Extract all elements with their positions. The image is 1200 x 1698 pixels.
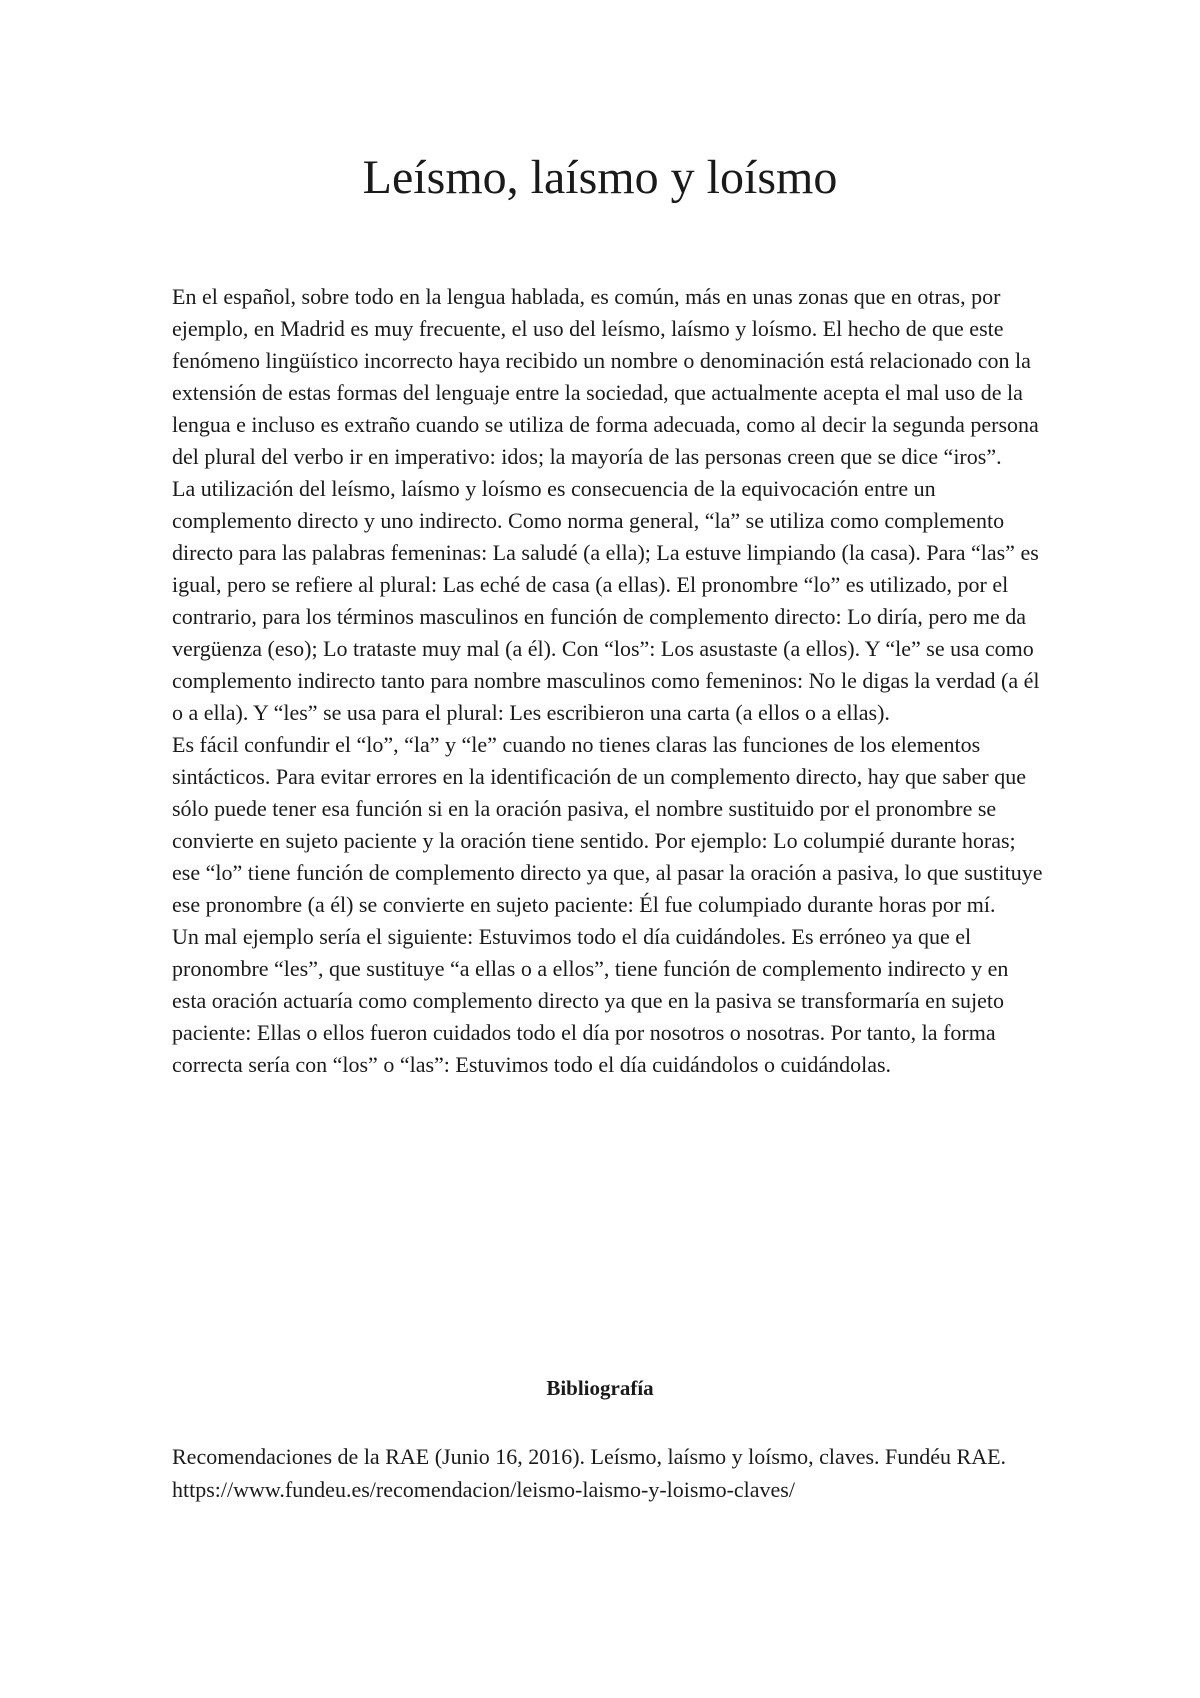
paragraph-2: La utilización del leísmo, laísmo y loísmo es consecuencia de la equivocación entre un complemento directo y uno indirecto. Como norma general, “la” se utiliza como complemento directo para las palabras femeninas: La saludé (a ella); La estuve limpiando (la casa). Para “las” es igual, pero se refiere al plural: Las eché de casa (a ellas). El pronombre “lo” es utilizado, por el contrario, para los términos masculinos en función de complemento directo: Lo diría, pero me da vergüenza (eso); Lo trataste muy mal (a él). Con “los”: Los asustaste (a ellos). Y “le” se usa como complemento indirecto tanto para nombre masculinos como femeninos: No le digas la verdad (a él o a ella). Y “les” se usa para el plural: Les escribieron una carta (a ellos o a ellas). [172,476,1040,725]
page-title: Leísmo, laísmo y loísmo [362,151,838,204]
bibliography-link[interactable]: https://www.fundeu.es/recomendacion/leismo-laismo-y-loismo-claves/ [172,1477,795,1502]
paragraph-4: Un mal ejemplo sería el siguiente: Estuvimos todo el día cuidándoles. Es erróneo ya que el pronombre “les”, que sustituye “a ellas o a ellos”, tiene función de complemento indirecto y en esta oración actuaría como complemento directo ya que en la pasiva se transformaría en sujeto paciente: Ellas o ellos fueron cuidados todo el día por nosotros o nosotras. Por tanto, la forma correcta sería con “los” o “las”: Estuvimos todo el día cuidándolos o cuidándolas. [172,924,1009,1077]
paragraph-1: En el español, sobre todo en la lengua hablada, es común, más en unas zonas que en otras, por ejemplo, en Madrid es muy frecuente, el uso del leísmo, laísmo y loísmo. El hecho de que este fenómeno lingüístico incorrecto haya recibido un nombre o denominación está relacionado con la extensión de estas formas del lenguaje entre la sociedad, que actualmente acepta el mal uso de la lengua e incluso es extraño cuando se utiliza de forma adecuada, como al decir la segunda persona del plural del verbo ir en imperativo: idos; la mayoría de las personas creen que se dice “iros”. [172,284,1039,469]
document-body [172,281,1044,1081]
bibliography-section [172,1440,1044,1506]
bibliography-entry: Recomendaciones de la RAE (Junio 16, 2016). Leísmo, laísmo y loísmo, claves. Fundéu RAE. [172,1444,1007,1469]
bibliography-heading: Bibliografía [546,1376,654,1400]
paragraph-3: Es fácil confundir el “lo”, “la” y “le” cuando no tienes claras las funciones de los elementos sintácticos. Para evitar errores en la identificación de un complemento directo, hay que saber que sólo puede tener esa función si en la oración pasiva, el nombre sustituido por el pronombre se convierte en sujeto paciente y la oración tiene sentido. Por ejemplo: Lo columpié durante horas; ese “lo” tiene función de complemento directo ya que, al pasar la oración a pasiva, lo que sustituye ese pronombre (a él) se convierte en sujeto paciente: Él fue columpiado durante horas por mí. [172,732,1043,917]
